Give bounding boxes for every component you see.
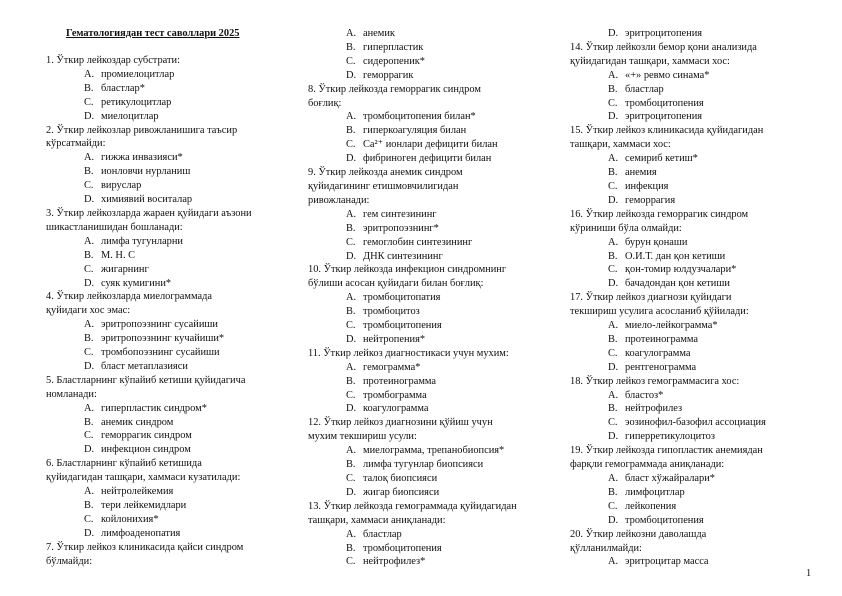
- answer-option: [46, 68, 296, 82]
- option-text: бурун қонаши: [625, 236, 688, 248]
- option-letter: A.: [346, 111, 357, 123]
- answer-option: [308, 542, 563, 556]
- option-letter: A.: [84, 68, 95, 80]
- option-letter: D.: [608, 28, 619, 39]
- option-letter: B.: [84, 249, 94, 261]
- answer-option: [46, 513, 296, 527]
- option-letter: B.: [84, 333, 94, 345]
- option-text: Са²⁺ ионлари дефицити билан: [363, 139, 498, 151]
- question-text: боғлиқ:: [308, 97, 342, 109]
- answer-option: [570, 166, 832, 180]
- answer-option: [570, 472, 832, 486]
- question-text: 19. Ўткир лейкозда гипопластик анемиядан: [570, 445, 763, 457]
- option-text: семириб кетиш*: [625, 153, 698, 165]
- option-text: коагулограмма: [625, 347, 691, 359]
- option-text: бачадондан қон кетиши: [625, 278, 730, 290]
- option-letter: C.: [346, 556, 356, 568]
- option-letter: B.: [346, 542, 356, 554]
- option-letter: A.: [346, 445, 357, 457]
- answer-option: [308, 55, 563, 69]
- option-text: лимфоцитлар: [625, 486, 685, 498]
- option-text: инфекцион синдром: [101, 444, 191, 456]
- option-text: нейтрофилез: [625, 403, 683, 415]
- answer-option: [46, 82, 296, 96]
- answer-option: [46, 179, 296, 193]
- option-letter: D.: [346, 250, 357, 262]
- answer-option: [570, 389, 832, 403]
- answer-option: [570, 69, 832, 83]
- answer-option: [308, 305, 563, 319]
- option-text: ДНК синтезининг: [363, 250, 443, 262]
- option-letter: D.: [608, 111, 619, 123]
- option-letter: A.: [84, 319, 95, 331]
- option-text: тромбоцитопения: [363, 320, 442, 332]
- option-letter: B.: [346, 222, 356, 234]
- option-letter: C.: [346, 139, 356, 151]
- answer-option: [308, 555, 563, 569]
- answer-option: [308, 27, 563, 41]
- answer-option: [46, 165, 296, 179]
- option-text: промиелоцитлар: [101, 68, 175, 80]
- answer-option: [308, 472, 563, 486]
- option-text: тромбоцитопения: [625, 97, 704, 109]
- answer-option: [308, 152, 563, 166]
- option-letter: D.: [84, 110, 95, 122]
- answer-option: [46, 96, 296, 110]
- option-text: эритроцитар масса: [625, 556, 709, 568]
- option-letter: D.: [84, 527, 95, 539]
- option-text: койлонихия*: [101, 513, 159, 525]
- answer-option: [308, 110, 563, 124]
- option-letter: C.: [608, 500, 618, 512]
- column-3: [570, 27, 832, 569]
- option-letter: D.: [346, 403, 357, 415]
- option-letter: D.: [608, 514, 619, 526]
- option-letter: A.: [84, 235, 95, 247]
- option-letter: A.: [608, 556, 619, 568]
- option-letter: A.: [346, 528, 357, 540]
- question-text: 2. Ўткир лейкозлар ривожланишига таъсир: [46, 124, 238, 136]
- option-letter: D.: [84, 360, 95, 372]
- question-text: бўлиши асосан қуйидаги билан боғлиқ:: [308, 278, 484, 290]
- option-letter: C.: [608, 417, 618, 429]
- answer-option: [308, 402, 563, 416]
- option-letter: C.: [346, 473, 356, 484]
- question-text: 16. Ўткир лейкозда геморрагик синдром: [570, 208, 749, 220]
- answer-option: [308, 236, 563, 250]
- option-letter: B.: [84, 500, 94, 511]
- option-text: сидеропеник*: [363, 55, 425, 67]
- option-letter: D.: [346, 153, 357, 165]
- answer-option: [570, 194, 832, 208]
- column-2: [308, 27, 563, 569]
- document-title: Гематологиядан тест саволлари 2025: [66, 28, 240, 39]
- question-text: бўлмайди:: [46, 555, 93, 567]
- option-letter: C.: [84, 430, 94, 442]
- answer-option: [46, 263, 296, 277]
- option-letter: B.: [84, 166, 94, 178]
- option-text: бластлар: [363, 528, 402, 540]
- question-text: фарқли гемограммада аниқланади:: [570, 459, 725, 471]
- answer-option: [46, 416, 296, 430]
- answer-option: [570, 277, 832, 291]
- question-text: 15. Ўткир лейкоз клиникасида қуйидагидан: [570, 125, 764, 137]
- option-letter: D.: [346, 486, 357, 498]
- answer-option: [570, 110, 832, 124]
- option-text: суяк кумигини*: [101, 277, 172, 289]
- question-text: қуйидагининг етишмовчилигидан: [308, 180, 459, 192]
- option-text: гемоглобин синтезининг: [363, 236, 473, 248]
- answer-option: [308, 208, 563, 222]
- option-letter: A.: [608, 389, 619, 401]
- option-letter: C.: [608, 97, 618, 109]
- option-text: тромбоцитоз: [363, 306, 420, 318]
- question-text: 10. Ўткир лейкозда инфекцион синдромнинг: [308, 264, 507, 276]
- option-text: гиперкоагуляция билан: [363, 125, 467, 137]
- answer-option: [308, 319, 563, 333]
- option-letter: B.: [608, 83, 618, 95]
- answer-option: [570, 430, 832, 444]
- option-text: миелоцитлар: [101, 110, 159, 122]
- option-text: химиявий воситалар: [101, 194, 193, 206]
- question-text: 13. Ўткир лейкозда гемограммада қуйидагидан: [308, 500, 517, 512]
- answer-option: [570, 27, 832, 41]
- answer-option: [308, 291, 563, 305]
- answer-option: [308, 124, 563, 138]
- answer-option: [46, 235, 296, 249]
- option-letter: C.: [346, 236, 356, 248]
- option-text: гиперпластик: [363, 41, 424, 53]
- option-text: бластлар*: [101, 82, 145, 94]
- question-text: текшириш усулига асосланиб қўйилади:: [570, 306, 749, 318]
- option-text: гемограмма*: [363, 361, 421, 373]
- question-text: 8. Ўткир лейкозда геморрагик синдром: [308, 83, 481, 95]
- question-text: мухим текшириш усули:: [308, 431, 417, 443]
- answer-option: [308, 250, 563, 264]
- option-letter: B.: [608, 403, 618, 415]
- question-text: қўлланилмайди:: [570, 542, 642, 554]
- question-text: кўриниши бўла олмайди:: [570, 222, 682, 234]
- option-text: тромбоцитопатия: [363, 292, 441, 304]
- question-text: 20. Ўткир лейкозни даволашда: [570, 528, 707, 540]
- option-text: эритропоэзнинг кучайиши*: [101, 333, 225, 345]
- option-text: рентгенограмма: [625, 361, 697, 373]
- answer-option: [308, 41, 563, 55]
- question-text: 5. Бластларнинг кўпайиб кетиши қуйидагича: [46, 374, 246, 386]
- answer-option: [308, 375, 563, 389]
- option-letter: B.: [608, 333, 618, 345]
- option-text: эритроцитопения: [625, 111, 703, 123]
- answer-option: [570, 263, 832, 277]
- answer-option: [308, 458, 563, 472]
- option-text: протеинограмма: [363, 375, 437, 387]
- answer-option: [570, 97, 832, 111]
- option-letter: A.: [84, 402, 95, 414]
- option-letter: B.: [84, 82, 94, 94]
- option-text: қон-томир юлдузчалари*: [625, 264, 737, 276]
- option-text: бласт метаплазияси: [101, 360, 188, 372]
- question-text: 12. Ўткир лейкоз диагнозини қўйиш учун: [308, 417, 493, 429]
- option-letter: C.: [346, 389, 356, 401]
- option-letter: C.: [84, 263, 94, 275]
- answer-option: [570, 555, 832, 569]
- answer-option: [570, 83, 832, 97]
- option-text: ретикулоцитлар: [101, 96, 172, 108]
- option-letter: C.: [608, 264, 618, 276]
- answer-option: [308, 333, 563, 347]
- question-text: 17. Ўткир лейкоз диагнози қуйидаги: [570, 292, 732, 304]
- answer-option: [46, 443, 296, 457]
- question-text: номланади:: [46, 388, 97, 400]
- answer-option: [46, 110, 296, 124]
- option-text: коагулограмма: [363, 403, 429, 415]
- option-text: тромбоцитопения: [363, 542, 442, 554]
- answer-option: [308, 222, 563, 236]
- option-letter: A.: [608, 236, 619, 248]
- option-letter: A.: [346, 361, 357, 373]
- answer-option: [308, 138, 563, 152]
- option-letter: B.: [346, 41, 356, 53]
- answer-option: [308, 486, 563, 500]
- question-text: ривожланади:: [308, 194, 370, 206]
- answer-option: [570, 333, 832, 347]
- answer-option: [308, 361, 563, 375]
- column-3-body: [570, 27, 832, 569]
- option-text: гижжа инвазияси*: [101, 152, 183, 164]
- option-letter: B.: [346, 459, 356, 471]
- option-letter: B.: [608, 250, 618, 262]
- answer-option: [46, 193, 296, 207]
- option-text: геморрагик: [363, 69, 414, 81]
- option-text: тери лейкемидлари: [101, 500, 187, 511]
- option-text: М. Н. С: [101, 249, 136, 261]
- option-letter: C.: [608, 180, 618, 192]
- option-text: эритропоэзнинг*: [363, 222, 439, 234]
- option-text: анемия: [625, 167, 657, 179]
- question-text: шикастланишидан бошланади:: [46, 221, 183, 233]
- option-text: лимфа тугунларни: [101, 235, 183, 247]
- answer-option: [570, 152, 832, 166]
- option-text: гем синтезининг: [363, 208, 437, 220]
- question-text: 9. Ўткир лейкозда анемик синдром: [308, 167, 463, 179]
- option-text: бластоз*: [625, 389, 664, 401]
- option-letter: D.: [84, 194, 95, 206]
- option-letter: A.: [84, 486, 95, 498]
- option-letter: C.: [84, 513, 94, 525]
- option-text: «+» ревмо синама*: [625, 69, 710, 81]
- option-text: бласт хўжайралари*: [625, 473, 715, 484]
- option-letter: B.: [608, 486, 618, 498]
- question-text: 4. Ўткир лейкозларда миелограммада: [46, 291, 213, 303]
- option-letter: B.: [346, 125, 356, 137]
- question-text: кўрсатмайди:: [46, 138, 106, 150]
- option-text: лимфоаденопатия: [101, 527, 181, 539]
- question-text: ташқари, хаммаси хос:: [570, 139, 671, 151]
- answer-option: [308, 444, 563, 458]
- option-letter: C.: [346, 320, 356, 332]
- option-text: анемик: [363, 28, 395, 39]
- option-text: О.И.Т. дан қон кетиши: [625, 250, 726, 262]
- answer-option: [570, 236, 832, 250]
- option-text: тромбопоэзнинг сусайиши: [101, 347, 220, 359]
- option-text: гиперретикулоцитоз: [625, 431, 715, 443]
- option-letter: B.: [346, 375, 356, 387]
- option-text: эозинофил-базофил ассоциация: [625, 417, 766, 429]
- option-letter: D.: [346, 333, 357, 345]
- option-letter: B.: [84, 416, 94, 428]
- option-text: лейкопения: [625, 500, 677, 512]
- answer-option: [570, 319, 832, 333]
- option-letter: A.: [608, 320, 619, 332]
- option-text: лимфа тугунлар биопсияси: [363, 459, 484, 471]
- answer-option: [570, 416, 832, 430]
- column-1-body: [46, 54, 296, 569]
- option-text: жигарнинг: [101, 263, 149, 275]
- answer-option: [570, 180, 832, 194]
- option-letter: A.: [346, 292, 357, 304]
- option-letter: C.: [84, 347, 94, 359]
- option-letter: C.: [608, 347, 618, 359]
- option-text: вируслар: [101, 180, 142, 192]
- option-text: нейтропения*: [363, 333, 426, 345]
- option-letter: A.: [608, 69, 619, 81]
- answer-option: [46, 277, 296, 291]
- option-letter: D.: [608, 278, 619, 290]
- answer-option: [570, 347, 832, 361]
- question-text: қуйидагидан ташқари, хаммаси кузатилади:: [46, 472, 241, 484]
- question-text: 18. Ўткир лейкоз гемограммасига хос:: [570, 375, 740, 387]
- option-letter: A.: [608, 153, 619, 165]
- answer-option: [46, 332, 296, 346]
- answer-option: [570, 500, 832, 514]
- option-letter: D.: [346, 69, 357, 81]
- option-letter: A.: [608, 473, 619, 484]
- answer-option: [46, 402, 296, 416]
- option-text: тромбограмма: [363, 389, 427, 401]
- option-text: протеинограмма: [625, 333, 699, 345]
- option-letter: C.: [84, 180, 94, 192]
- answer-option: [46, 151, 296, 165]
- option-letter: A.: [346, 28, 357, 39]
- option-text: жигар биопсияси: [363, 486, 440, 498]
- option-letter: D.: [608, 361, 619, 373]
- answer-option: [308, 69, 563, 83]
- question-text: қуйидаги хос эмас:: [46, 305, 131, 317]
- option-letter: A.: [346, 208, 357, 220]
- option-text: миелограмма, трепанобиопсия*: [363, 445, 505, 457]
- answer-option: [46, 318, 296, 332]
- column-2-body: [308, 27, 563, 569]
- page-number: 1: [806, 568, 812, 579]
- question-text: 3. Ўткир лейкозларда жараен қуйидаги аъзони: [46, 207, 252, 219]
- question-text: қуйидагидан ташқари, хаммаси хос:: [570, 55, 730, 67]
- option-letter: C.: [84, 96, 94, 108]
- answer-option: [570, 250, 832, 264]
- option-text: тромбоцитопения: [625, 514, 704, 526]
- answer-option: [46, 499, 296, 513]
- answer-option: [46, 485, 296, 499]
- option-letter: D.: [84, 277, 95, 289]
- option-letter: D.: [608, 431, 619, 443]
- option-text: миело-лейкограмма*: [625, 320, 718, 332]
- option-letter: A.: [84, 152, 95, 164]
- option-text: талоқ биопсияси: [363, 473, 438, 484]
- answer-option: [570, 514, 832, 528]
- option-text: ионловчи нурланиш: [101, 166, 191, 178]
- answer-option: [308, 389, 563, 403]
- answer-option: [46, 429, 296, 443]
- option-text: гиперпластик синдром*: [101, 402, 207, 414]
- answer-option: [570, 486, 832, 500]
- column-1: [46, 27, 296, 569]
- option-letter: C.: [346, 55, 356, 67]
- option-text: анемик синдром: [101, 416, 174, 428]
- option-text: фибриноген дефицити билан: [363, 153, 492, 165]
- option-text: бластлар: [625, 83, 664, 95]
- question-text: 11. Ўткир лейкоз диагностикаси учун мухим:: [308, 347, 509, 359]
- option-letter: D.: [84, 444, 95, 456]
- question-text: 7. Ўткир лейкоз клиникасида қайси синдром: [46, 541, 244, 553]
- question-text: ташқари, хаммаси аниқланади:: [308, 514, 446, 526]
- answer-option: [46, 346, 296, 360]
- option-text: эритроцитопения: [625, 28, 703, 39]
- answer-option: [308, 528, 563, 542]
- answer-option: [570, 361, 832, 375]
- answer-option: [46, 527, 296, 541]
- answer-option: [570, 402, 832, 416]
- option-text: нейтролейкемия: [101, 486, 174, 498]
- question-text: 14. Ўткир лейкозли бемор қони анализида: [570, 41, 757, 53]
- option-letter: D.: [608, 194, 619, 206]
- option-text: геморрагия: [625, 194, 676, 206]
- option-text: инфекция: [625, 180, 669, 192]
- option-letter: B.: [608, 167, 618, 179]
- option-text: тромбоцитопения билан*: [363, 111, 476, 123]
- option-letter: B.: [346, 306, 356, 318]
- question-text: 6. Бластларнинг кўпайиб кетишида: [46, 458, 202, 470]
- option-text: эритропоэзнинг сусайиши: [101, 319, 218, 331]
- answer-option: [46, 360, 296, 374]
- answer-option: [46, 249, 296, 263]
- option-text: геморрагик синдром: [101, 430, 192, 442]
- question-text: 1. Ўткир лейкоздар субстрати:: [46, 55, 180, 66]
- option-text: нейтрофилез*: [363, 556, 426, 568]
